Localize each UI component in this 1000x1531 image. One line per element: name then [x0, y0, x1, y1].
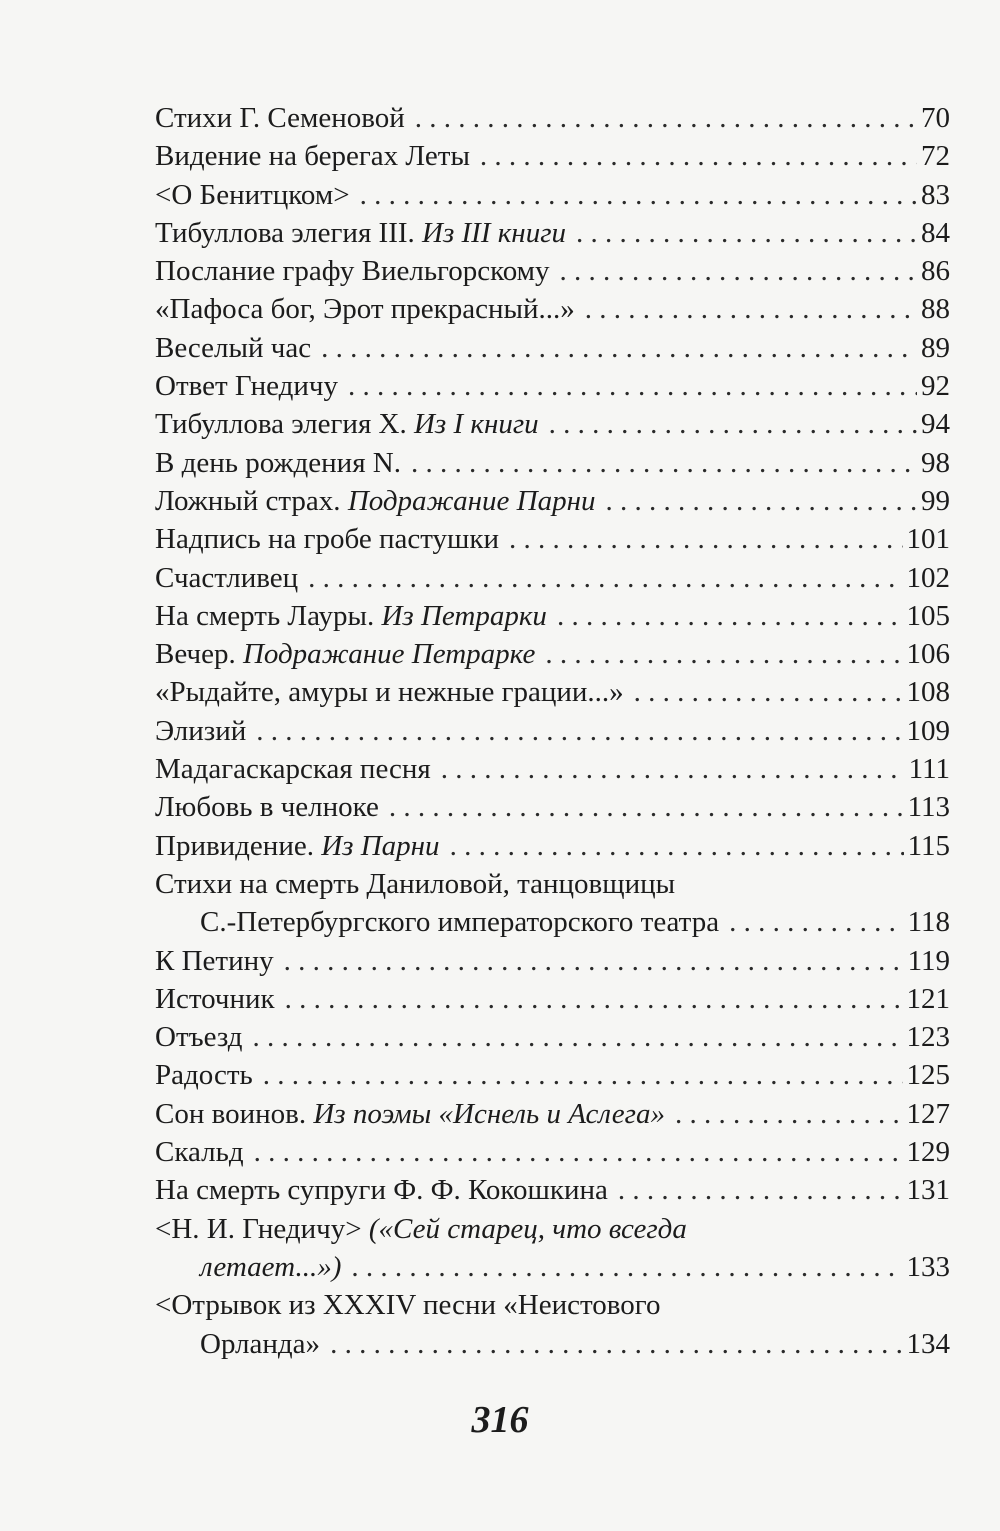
leader-dots: [415, 99, 917, 137]
entry-page-number: 127: [906, 1097, 950, 1130]
toc-entry-multiline: [155, 1286, 950, 1363]
toc-entry: [155, 176, 950, 214]
entry-title-continued: летает...»): [200, 1250, 342, 1283]
toc-entry: [155, 1133, 950, 1171]
leader-dots: [729, 903, 903, 941]
toc-entry: [155, 290, 950, 328]
toc-entry: [155, 520, 950, 558]
toc-entry: [155, 597, 950, 635]
entry-page-number: 129: [906, 1136, 950, 1169]
entry-page-number: 119: [907, 944, 950, 977]
entry-page-number: 83: [921, 178, 950, 211]
entry-page-number: 121: [906, 982, 950, 1015]
entry-page-number: 131: [906, 1174, 950, 1207]
entry-page-number: 92: [921, 370, 950, 403]
leader-dots: [634, 673, 903, 711]
entry-page-number: 115: [907, 829, 950, 862]
toc-entry: [155, 482, 950, 520]
toc-entry: [155, 1095, 950, 1133]
entry-page-number: 105: [906, 599, 950, 632]
entry-title: «Рыдайте, амуры и нежные грации...»: [155, 676, 624, 709]
entry-continuation-line: [155, 1248, 950, 1286]
entry-title: Скальд: [155, 1136, 244, 1169]
entry-title: Послание графу Виельгорскому: [155, 255, 550, 288]
entry-title: <Отрывок из XXXIV песни «Неистового: [155, 1289, 661, 1322]
leader-dots: [411, 444, 917, 482]
entry-title: Вечер. Подражание Петрарке: [155, 638, 536, 671]
entry-title: Сон воинов. Из поэмы «Иснель и Аслега»: [155, 1097, 665, 1130]
entry-page-number: 70: [921, 102, 950, 134]
toc-entry: [155, 673, 950, 711]
toc-entry: [155, 559, 950, 597]
entry-title: Тибуллова элегия III. Из III книги: [155, 216, 567, 249]
toc-entry: [155, 788, 950, 826]
entry-page-number: 123: [906, 1021, 950, 1054]
toc-entry: [155, 99, 950, 137]
entry-title-continued: Орланда»: [200, 1327, 321, 1360]
leader-dots: [348, 367, 917, 405]
leader-dots: [675, 1095, 903, 1133]
entry-title: «Пафоса бог, Эрот прекрасный...»: [155, 293, 575, 326]
toc-entry: [155, 367, 950, 405]
leader-dots: [284, 942, 904, 980]
entry-first-line: [155, 1210, 950, 1248]
entry-continuation-line: [155, 1325, 950, 1363]
toc-entry: [155, 329, 950, 367]
entry-page-number: 94: [921, 408, 950, 441]
leader-dots: [263, 1056, 903, 1094]
leader-dots: [509, 520, 903, 558]
entry-page-number: 109: [906, 714, 950, 747]
toc-entry: [155, 635, 950, 673]
toc-entry: [155, 1056, 950, 1094]
leader-dots: [360, 176, 917, 214]
leader-dots: [351, 1248, 902, 1286]
entry-page-number: 86: [921, 255, 950, 288]
entry-first-line: [155, 865, 950, 903]
table-of-contents: [155, 99, 950, 1363]
leader-dots: [441, 750, 905, 788]
entry-title: Привидение. Из Парни: [155, 829, 440, 862]
leader-dots: [285, 980, 903, 1018]
toc-entry: [155, 444, 950, 482]
entry-page-number: 125: [906, 1059, 950, 1092]
entry-title: Ответ Гнедичу: [155, 370, 338, 403]
toc-entry: [155, 712, 950, 750]
entry-page-number: 72: [921, 140, 950, 173]
leader-dots: [560, 252, 917, 290]
entry-page-number: 113: [907, 791, 950, 824]
toc-entry-multiline: [155, 1210, 950, 1287]
toc-entry: [155, 252, 950, 290]
entry-title: Отъезд: [155, 1021, 243, 1054]
leader-dots: [605, 482, 917, 520]
leader-dots: [549, 405, 917, 443]
entry-page-number: 106: [906, 638, 950, 671]
entry-page-number: 111: [908, 753, 950, 786]
entry-title: Стихи Г. Семеновой: [155, 102, 405, 134]
leader-dots: [618, 1171, 903, 1209]
toc-entry-multiline: [155, 865, 950, 942]
leader-dots: [545, 635, 902, 673]
entry-title: Тибуллова элегия X. Из I книги: [155, 408, 539, 441]
leader-dots: [389, 788, 904, 826]
entry-page-number: 89: [921, 331, 950, 364]
entry-title: К Петину: [155, 944, 274, 977]
leader-dots: [330, 1325, 902, 1363]
page-number-folio: 316: [471, 1399, 529, 1441]
entry-title: Веселый час: [155, 331, 312, 364]
entry-page-number: 133: [906, 1250, 950, 1283]
entry-page-number: 88: [921, 293, 950, 326]
toc-entry: [155, 1171, 950, 1209]
toc-entry: [155, 980, 950, 1018]
entry-title: Источник: [155, 982, 275, 1015]
entry-title: Счастливец: [155, 561, 299, 594]
entry-title: На смерть супруги Ф. Ф. Кокошкина: [155, 1174, 608, 1207]
entry-title: В день рождения N.: [155, 446, 401, 479]
leader-dots: [557, 597, 903, 635]
leader-dots: [480, 137, 917, 175]
entry-title: Любовь в челноке: [155, 791, 379, 824]
entry-title: Ложный страх. Подражание Парни: [155, 484, 596, 517]
toc-entry: [155, 1018, 950, 1056]
entry-title: Видение на берегах Леты: [155, 140, 470, 173]
entry-page-number: 134: [906, 1327, 950, 1360]
entry-page-number: 84: [921, 216, 950, 249]
toc-entry: [155, 137, 950, 175]
leader-dots: [308, 559, 902, 597]
entry-title: <Н. И. Гнедичу> («Сей старец, что всегда: [155, 1212, 687, 1245]
entry-page-number: 99: [921, 484, 950, 517]
entry-title: Стихи на смерть Даниловой, танцовщицы: [155, 867, 676, 900]
entry-page-number: 101: [906, 523, 950, 556]
entry-page-number: 108: [906, 676, 950, 709]
leader-dots: [576, 214, 917, 252]
leader-dots: [254, 1133, 903, 1171]
toc-entry: [155, 942, 950, 980]
toc-entry: [155, 405, 950, 443]
entry-page-number: 102: [906, 561, 950, 594]
entry-page-number: 98: [921, 446, 950, 479]
entry-title: Мадагаскарская песня: [155, 753, 431, 786]
leader-dots: [256, 712, 902, 750]
leader-dots: [253, 1018, 903, 1056]
leader-dots: [321, 329, 917, 367]
entry-continuation-line: [155, 903, 950, 941]
leader-dots: [585, 290, 917, 328]
entry-title: Надпись на гробе пастушки: [155, 523, 499, 556]
toc-entry: [155, 750, 950, 788]
toc-entry: [155, 214, 950, 252]
entry-title: Радость: [155, 1059, 253, 1092]
entry-title-continued: С.-Петербургского императорского театра: [200, 906, 720, 939]
entry-first-line: [155, 1286, 950, 1324]
entry-title: Элизий: [155, 714, 247, 747]
entry-title: На смерть Лауры. Из Петрарки: [155, 599, 547, 632]
toc-entry: [155, 827, 950, 865]
leader-dots: [450, 827, 904, 865]
entry-page-number: 118: [907, 906, 950, 939]
entry-title: <О Бенитцком>: [155, 178, 350, 211]
